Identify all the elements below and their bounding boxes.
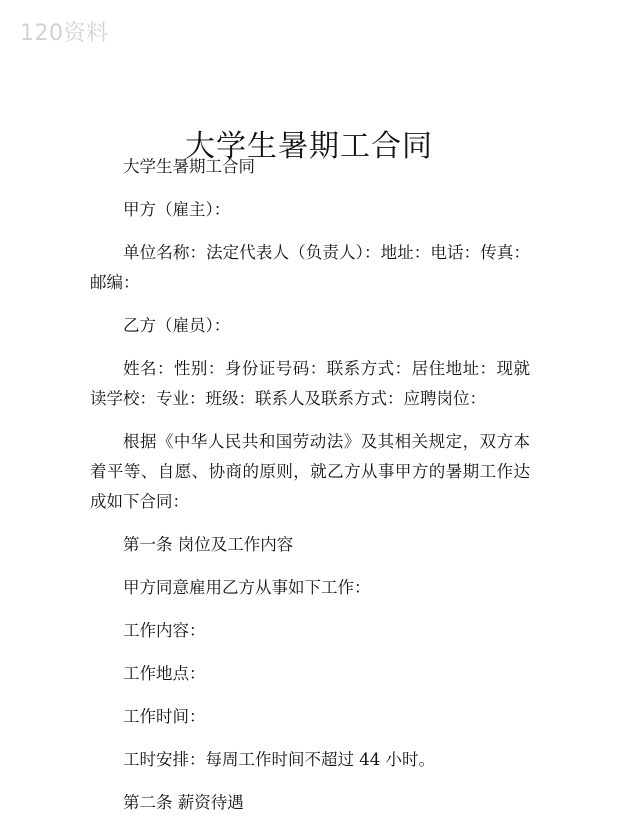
paragraph-article-1-intro: 甲方同意雇用乙方从事如下工作： [123,578,371,597]
paragraph-party-b: 乙方（雇员）： [123,316,231,335]
paragraph-article-1-heading: 第一条 岗位及工作内容 [123,535,294,554]
paragraph-party-a-details: 单位名称：法定代表人（负责人）：地址：电话：传真：邮编： [90,243,530,292]
watermark-logo-text: 120资料 [20,21,109,46]
paragraph-work-location: 工作地点： [123,664,206,683]
paragraph-work-content: 工作内容： [123,621,206,640]
paragraph-heading-repeat: 大学生暑期工合同 [123,157,255,176]
paragraph-article-2-heading: 第二条 薪资待遇 [123,793,244,812]
paragraph-party-a: 甲方（雇主）： [123,200,231,219]
paragraph-work-schedule: 工时安排：每周工作时间不超过 44 小时。 [123,750,435,769]
document-body [90,152,530,831]
paragraph-party-b-details: 姓名：性别：身份证号码：联系方式：居住地址：现就读学校：专业：班级：联系人及联系方式：应聘岗位： [90,359,530,408]
document-title: 大学生暑期工合同 [185,129,433,165]
paragraph-work-time: 工作时间： [123,707,206,726]
paragraph-preamble: 根据《中华人民共和国劳动法》及其相关规定，双方本着平等、自愿、协商的原则，就乙方从事甲方的暑期工作达成如下合同： [90,432,530,511]
